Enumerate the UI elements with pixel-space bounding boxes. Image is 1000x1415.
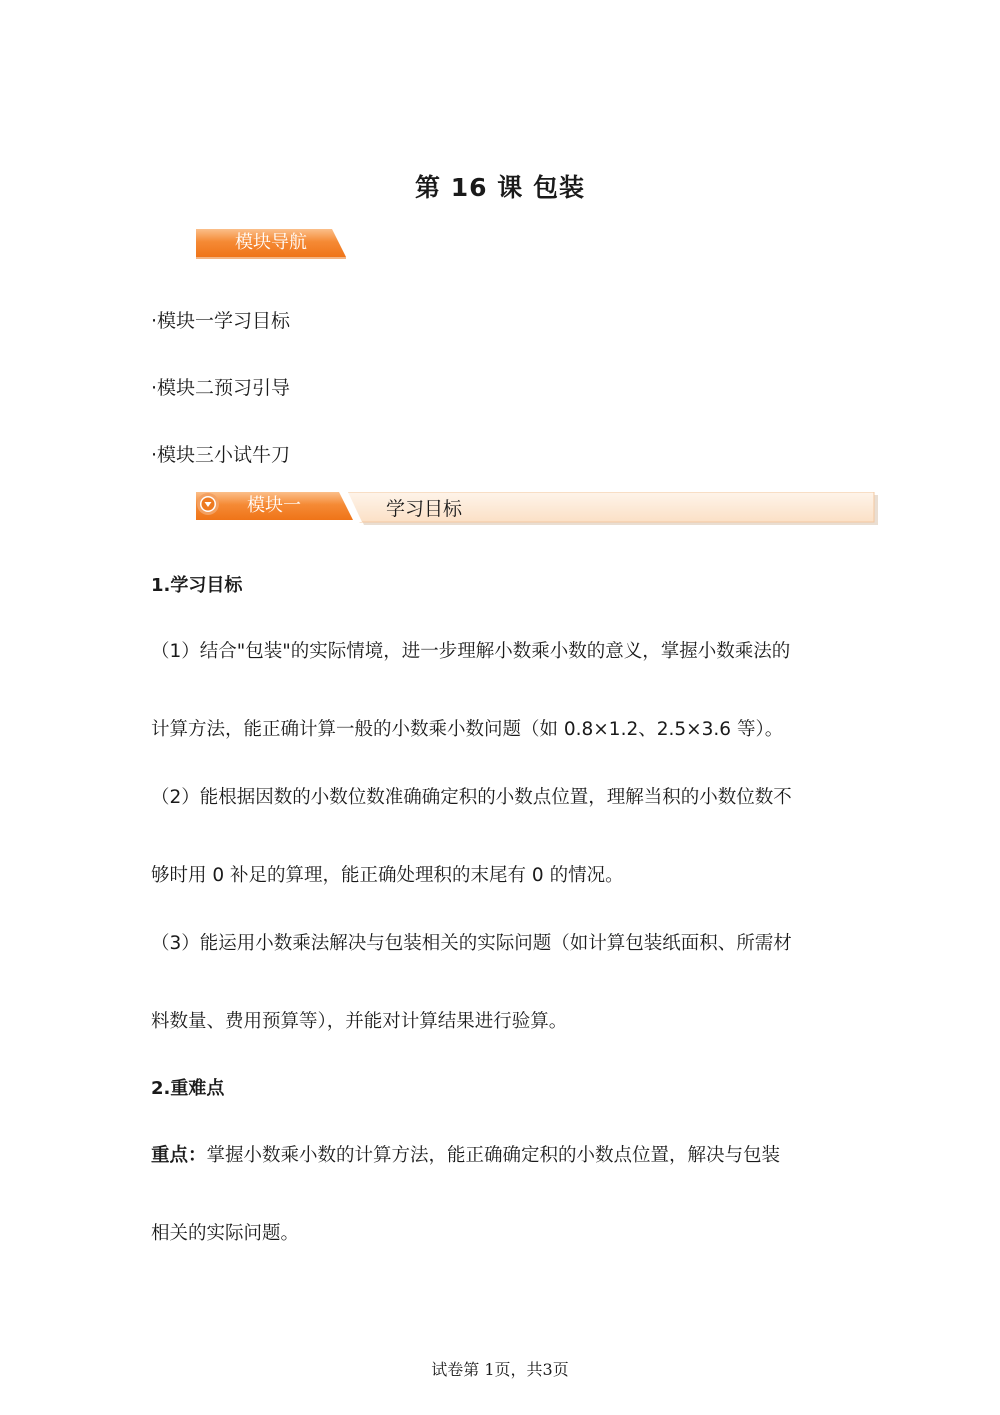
page-footer: 试卷第 1页，共3页 xyxy=(431,1360,569,1379)
key-point-label: 重点： xyxy=(151,1145,207,1166)
page-title: 第 16 课 包装 xyxy=(415,173,585,202)
nav-tag-label: 模块导航 xyxy=(235,232,307,253)
module-banner xyxy=(196,492,880,528)
goal-line: 料数量、费用预算等），并能对计算结果进行验算。 xyxy=(151,1011,568,1032)
banner-module-tag: 模块一 xyxy=(247,495,301,516)
chevron-down-circle-icon[interactable] xyxy=(196,492,220,516)
key-point-line: 相关的实际问题。 xyxy=(151,1223,300,1244)
nav-item-module-3[interactable]: ·模块三小试牛刀 xyxy=(151,444,291,466)
goal-line: （3）能运用小数乘法解决与包装相关的实际问题（如计算包装纸面积、所需材 xyxy=(151,933,792,954)
module-nav-tag xyxy=(196,229,346,259)
banner-title: 学习目标 xyxy=(386,498,463,520)
nav-item-module-2[interactable]: ·模块二预习引导 xyxy=(151,377,291,399)
goal-line: 计算方法，能正确计算一般的小数乘小数问题（如 0.8×1.2、2.5×3.6 等）。 xyxy=(151,719,784,740)
section-heading-key-points: 2.重难点 xyxy=(151,1078,225,1099)
nav-item-module-1[interactable]: ·模块一学习目标 xyxy=(151,310,291,332)
section-heading-goals: 1.学习目标 xyxy=(151,575,243,596)
goal-line: 够时用 0 补足的算理，能正确处理积的末尾有 0 的情况。 xyxy=(151,865,624,886)
goal-line: （2）能根据因数的小数位数准确确定积的小数点位置，理解当积的小数位数不 xyxy=(151,787,792,808)
key-point-line xyxy=(151,1141,861,1167)
key-point-text: 掌握小数乘小数的计算方法，能正确确定积的小数点位置，解决与包装 xyxy=(206,1145,781,1166)
goal-line: （1）结合"包装"的实际情境，进一步理解小数乘小数的意义，掌握小数乘法的 xyxy=(151,641,791,662)
